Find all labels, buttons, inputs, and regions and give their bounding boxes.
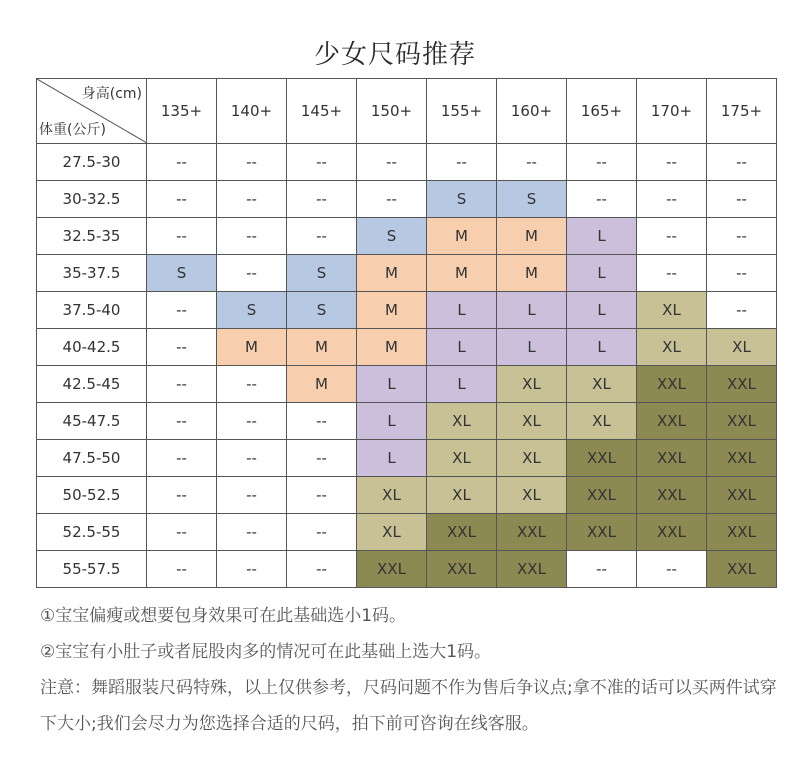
size-cell: -- [147, 181, 217, 218]
size-cell: M [357, 329, 427, 366]
size-cell: M [287, 329, 357, 366]
size-cell: M [427, 218, 497, 255]
size-cell: M [497, 218, 567, 255]
size-cell: -- [217, 514, 287, 551]
size-cell: -- [217, 181, 287, 218]
height-column-header: 140+ [217, 79, 287, 144]
page-title: 少女尺码推荐 [313, 40, 476, 70]
size-cell: S [217, 292, 287, 329]
size-cell: XXL [707, 403, 777, 440]
height-column-header: 175+ [707, 79, 777, 144]
size-cell: -- [567, 181, 637, 218]
size-cell: M [217, 329, 287, 366]
size-cell: XL [427, 440, 497, 477]
size-cell: L [567, 329, 637, 366]
size-cell: L [427, 292, 497, 329]
size-cell: XXL [707, 440, 777, 477]
size-cell: S [357, 218, 427, 255]
size-cell: XL [637, 329, 707, 366]
size-cell: -- [217, 366, 287, 403]
size-cell: S [287, 255, 357, 292]
size-cell: XL [497, 477, 567, 514]
weight-range-cell: 35-37.5 [37, 255, 147, 292]
size-cell: XXL [497, 514, 567, 551]
size-cell: XL [357, 477, 427, 514]
size-cell: -- [287, 477, 357, 514]
height-column-header: 160+ [497, 79, 567, 144]
size-cell: XXL [707, 551, 777, 588]
size-cell: XL [567, 366, 637, 403]
table-corner-header [37, 79, 147, 144]
size-cell: -- [497, 144, 567, 181]
size-cell: XXL [637, 366, 707, 403]
table-row [37, 440, 777, 477]
size-cell: -- [147, 403, 217, 440]
height-column-header: 145+ [287, 79, 357, 144]
size-cell: -- [637, 218, 707, 255]
table-row [37, 403, 777, 440]
size-cell: XL [497, 440, 567, 477]
size-cell: XXL [357, 551, 427, 588]
size-cell: S [147, 255, 217, 292]
size-cell: -- [217, 403, 287, 440]
table-row [37, 218, 777, 255]
size-cell: -- [637, 255, 707, 292]
weight-range-cell: 50-52.5 [37, 477, 147, 514]
table-row [37, 366, 777, 403]
size-cell: L [497, 329, 567, 366]
size-cell: XXL [637, 403, 707, 440]
size-cell: XXL [427, 514, 497, 551]
size-cell: S [497, 181, 567, 218]
size-cell: -- [147, 514, 217, 551]
size-cell: XXL [567, 477, 637, 514]
weight-range-cell: 47.5-50 [37, 440, 147, 477]
weight-range-cell: 52.5-55 [37, 514, 147, 551]
size-cell: S [287, 292, 357, 329]
size-cell: XXL [707, 477, 777, 514]
size-cell: -- [287, 514, 357, 551]
size-cell: L [357, 366, 427, 403]
size-cell: L [427, 329, 497, 366]
size-cell: -- [707, 181, 777, 218]
size-cell: -- [357, 144, 427, 181]
size-cell: -- [287, 440, 357, 477]
size-cell: -- [707, 292, 777, 329]
size-cell: -- [147, 292, 217, 329]
size-cell: XXL [427, 551, 497, 588]
size-cell: XXL [707, 366, 777, 403]
size-cell: XL [497, 366, 567, 403]
size-cell: -- [147, 144, 217, 181]
weight-range-cell: 40-42.5 [37, 329, 147, 366]
note-line: ②宝宝有小肚子或者屁股肉多的情况可在此基础上选大1码。 [40, 642, 492, 662]
size-cell: -- [707, 255, 777, 292]
weight-range-cell: 45-47.5 [37, 403, 147, 440]
table-row [37, 329, 777, 366]
note-line: ①宝宝偏瘦或想要包身效果可在此基础选小1码。 [40, 606, 407, 626]
size-cell: XL [427, 477, 497, 514]
table-row [37, 181, 777, 218]
weight-range-cell: 32.5-35 [37, 218, 147, 255]
size-cell: -- [147, 440, 217, 477]
size-cell: -- [147, 551, 217, 588]
height-axis-label: 身高(cm) [81, 86, 142, 102]
size-cell: -- [707, 218, 777, 255]
size-cell: XL [357, 514, 427, 551]
size-cell: -- [637, 181, 707, 218]
size-cell: XL [707, 329, 777, 366]
size-cell: XXL [707, 514, 777, 551]
table-row [37, 551, 777, 588]
weight-axis-label: 体重(公斤) [39, 122, 106, 138]
height-column-header: 165+ [567, 79, 637, 144]
size-cell: -- [147, 329, 217, 366]
size-cell: -- [147, 218, 217, 255]
table-row [37, 144, 777, 181]
size-cell: L [497, 292, 567, 329]
size-cell: -- [217, 144, 287, 181]
weight-range-cell: 55-57.5 [37, 551, 147, 588]
size-cell: -- [217, 477, 287, 514]
height-column-header: 170+ [637, 79, 707, 144]
size-cell: -- [217, 551, 287, 588]
size-cell: M [427, 255, 497, 292]
weight-range-cell: 30-32.5 [37, 181, 147, 218]
size-cell: -- [707, 144, 777, 181]
size-cell: -- [147, 477, 217, 514]
size-cell: XXL [637, 440, 707, 477]
height-column-header: 155+ [427, 79, 497, 144]
size-cell: L [427, 366, 497, 403]
size-cell: M [497, 255, 567, 292]
size-cell: -- [287, 144, 357, 181]
note-line: 注意：舞蹈服装尺码特殊，以上仅供参考，尺码问题不作为售后争议点;拿不准的话可以买两件试穿下大小;我们会尽力为您选择合适的尺码，拍下前可咨询在线客服。 [40, 678, 777, 734]
size-cell: M [357, 292, 427, 329]
size-cell: XXL [637, 514, 707, 551]
size-cell: -- [287, 218, 357, 255]
weight-range-cell: 27.5-30 [37, 144, 147, 181]
size-cell: -- [287, 551, 357, 588]
size-cell: -- [287, 181, 357, 218]
size-cell: XL [637, 292, 707, 329]
size-cell: XL [567, 403, 637, 440]
size-cell: XXL [567, 514, 637, 551]
size-cell: -- [567, 551, 637, 588]
size-chart-table [36, 78, 777, 588]
size-cell: L [567, 255, 637, 292]
size-cell: -- [217, 255, 287, 292]
size-cell: XXL [567, 440, 637, 477]
size-cell: L [357, 440, 427, 477]
size-cell: -- [217, 218, 287, 255]
height-column-header: 135+ [147, 79, 217, 144]
height-column-header: 150+ [357, 79, 427, 144]
size-cell: L [357, 403, 427, 440]
table-row [37, 514, 777, 551]
size-cell: XL [427, 403, 497, 440]
size-cell: XXL [637, 477, 707, 514]
table-row [37, 292, 777, 329]
size-cell: L [567, 292, 637, 329]
size-cell: -- [357, 181, 427, 218]
table-row [37, 477, 777, 514]
table-row [37, 255, 777, 292]
size-cell: M [357, 255, 427, 292]
size-cell: -- [427, 144, 497, 181]
size-cell: -- [637, 144, 707, 181]
weight-range-cell: 42.5-45 [37, 366, 147, 403]
size-cell: XXL [497, 551, 567, 588]
size-cell: -- [567, 144, 637, 181]
size-cell: -- [217, 440, 287, 477]
size-cell: -- [637, 551, 707, 588]
size-cell: L [567, 218, 637, 255]
size-cell: S [427, 181, 497, 218]
weight-range-cell: 37.5-40 [37, 292, 147, 329]
size-cell: XL [497, 403, 567, 440]
notes-section [40, 598, 780, 742]
size-cell: -- [147, 366, 217, 403]
size-cell: -- [287, 403, 357, 440]
size-cell: M [287, 366, 357, 403]
